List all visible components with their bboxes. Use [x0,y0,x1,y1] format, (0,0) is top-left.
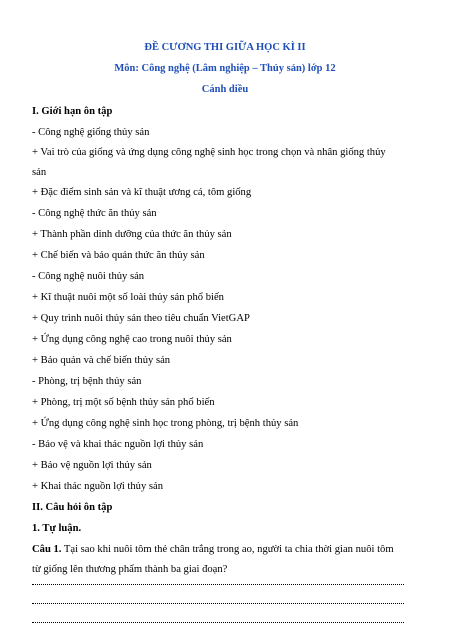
list-item: - Bảo vệ và khai thác nguồn lợi thủy sản [32,439,204,450]
question-1 [32,543,422,556]
list-item: + Thành phần dinh dưỡng của thức ăn thủy sản [32,229,232,240]
list-item: + Ứng dụng công nghệ sinh học trong phòng, trị bệnh thủy sản [32,418,299,429]
list-item: + Đặc điểm sinh sản và kĩ thuật ương cá, tôm giống [32,187,252,198]
list-item: - Công nghệ giống thủy sản [32,127,150,138]
answer-line [32,620,404,623]
list-item: sản [32,167,47,178]
question-label: Câu 1. [32,544,62,555]
document-title: ĐỀ CƯƠNG THI GIỮA HỌC KÌ II [144,42,306,53]
section-heading-questions: II. Câu hỏi ôn tập [32,502,113,513]
answer-line [32,582,404,585]
list-item: + Ứng dụng công nghệ cao trong nuôi thủy sản [32,334,232,345]
list-item: + Bảo vệ nguồn lợi thủy sản [32,460,152,471]
list-item: + Kĩ thuật nuôi một số loài thủy sản phổ biến [32,292,224,303]
list-item: + Chế biến và bảo quản thức ăn thủy sản [32,250,205,261]
list-item: - Phòng, trị bệnh thủy sản [32,376,142,387]
section-heading-limits: I. Giới hạn ôn tập [32,106,113,117]
list-item: - Công nghệ thức ăn thủy sản [32,208,157,219]
list-item: + Quy trình nuôi thủy sản theo tiêu chuẩn VietGAP [32,313,250,324]
list-item: + Bảo quản và chế biến thủy sản [32,355,171,366]
list-item: - Công nghệ nuôi thủy sản [32,271,145,282]
question-text-line-2: từ giống lên thương phẩm thành ba giai đoạn? [32,564,228,575]
subsection-heading-essay: 1. Tự luận. [32,523,82,534]
list-item: + Phòng, trị một số bệnh thủy sản phổ biến [32,397,215,408]
book-series: Cánh diều [201,84,249,95]
list-item: + Khai thác nguồn lợi thủy sản [32,481,164,492]
question-text-line-1: Tại sao khi nuôi tôm thẻ chân trắng trong ao, người ta chia thời gian nuôi tôm [61,544,394,555]
answer-line [32,601,404,604]
list-item: + Vai trò của giống và ứng dụng công nghệ sinh học trong chọn và nhân giống thủy [32,147,386,158]
subject-line: Môn: Công nghệ (Lâm nghiệp – Thủy sản) lớp 12 [114,63,336,74]
